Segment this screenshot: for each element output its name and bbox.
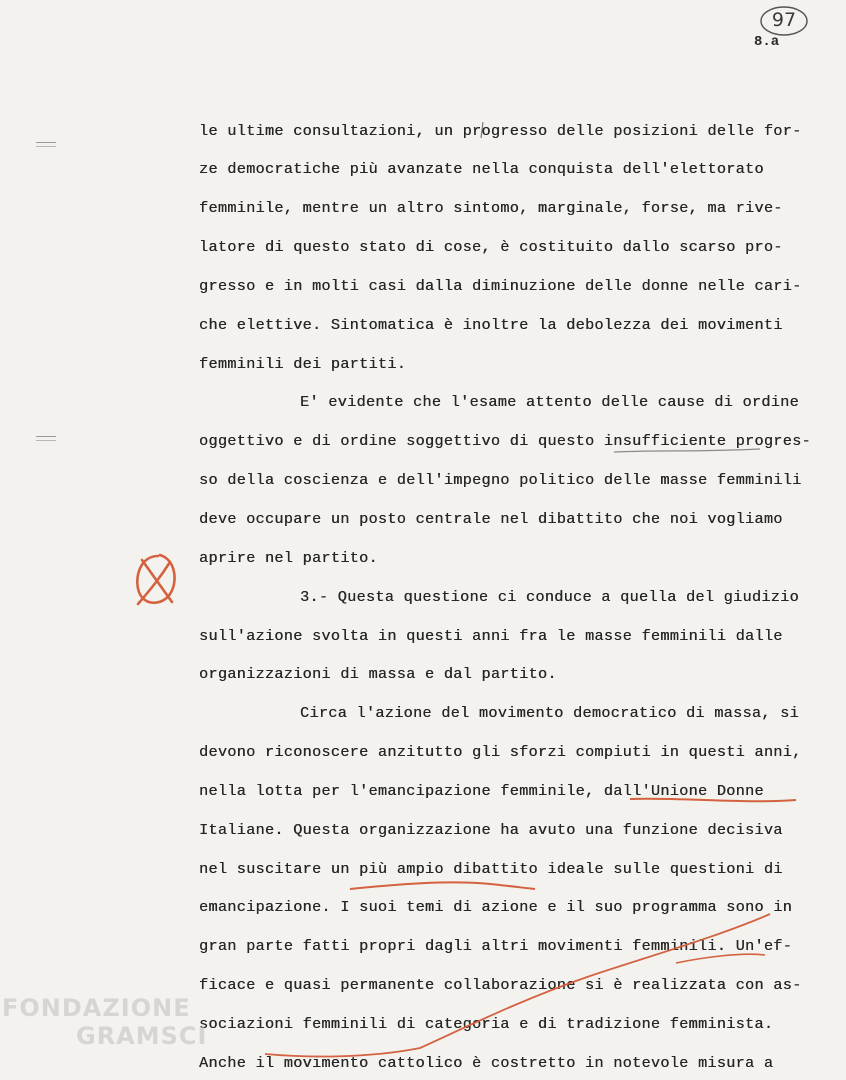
text-line: Anche il movimento cattolico è costretto in notevole misura a <box>199 1054 774 1072</box>
text-line: femminili dei partiti. <box>199 355 407 373</box>
text-line: le ultime consultazioni, un progresso delle posizioni delle for- <box>199 122 802 140</box>
text-line: so della coscienza e dell'impegno politico delle masse femminili <box>199 471 802 489</box>
watermark-text: GRAMSCI <box>76 1022 208 1050</box>
text-line: devono riconoscere anzitutto gli sforzi compiuti in questi anni, <box>199 743 802 761</box>
watermark-text: FONDAZIONE <box>2 994 191 1022</box>
circled-x-mark-icon <box>137 555 174 604</box>
text-line: ze democratiche più avanzate nella conquista dell'elettorato <box>199 160 764 178</box>
red-strike-realizzata <box>676 954 765 963</box>
page-number-text: 97 <box>771 9 797 31</box>
text-line: sociazioni femminili di categoria e di tradizione femminista. <box>199 1015 774 1033</box>
text-line: gran parte fatti propri dagli altri movimenti femminili. Un'ef- <box>199 937 793 955</box>
text-line: femminile, mentre un altro sintomo, marginale, forse, ma rive- <box>199 199 783 217</box>
margin-hole-mark <box>36 142 56 147</box>
red-underline-temi <box>350 882 535 889</box>
text-line: ficace e quasi permanente collaborazione si è realizzata con as- <box>199 976 802 994</box>
text-line: organizzazioni di massa e dal partito. <box>199 665 557 683</box>
margin-hole-mark <box>36 436 56 441</box>
text-line: gresso e in molti casi dalla diminuzione delle donne nelle cari- <box>199 277 802 295</box>
text-line: Circa l'azione del movimento democratico di massa, si <box>300 704 799 722</box>
text-line: nel suscitare un più ampio dibattito ideale sulle questioni di <box>199 860 783 878</box>
text-line: nella lotta per l'emancipazione femminile, dall'Unione Donne <box>199 782 764 800</box>
text-line: che elettive. Sintomatica è inoltre la debolezza dei movimenti <box>199 316 783 334</box>
section-heading-line: 3.- Questa questione ci conduce a quella del giudizio <box>300 588 799 606</box>
text-line: sull'azione svolta in questi anni fra le masse femminili dalle <box>199 627 783 645</box>
text-line: aprire nel partito. <box>199 549 378 567</box>
text-line: deve occupare un posto centrale nel dibattito che noi vogliamo <box>199 510 783 528</box>
archive-page-number <box>757 4 811 38</box>
text-line: oggettivo e di ordine soggettivo di questo insufficiente progres- <box>199 432 811 450</box>
text-line: emancipazione. I suoi temi di azione e il suo programma sono in <box>199 898 793 916</box>
foundation-watermark <box>0 990 206 1080</box>
text-line: Italiane. Questa organizzazione ha avuto una funzione decisiva <box>199 821 783 839</box>
text-line: latore di questo stato di cose, è costituito dallo scarso pro- <box>199 238 783 256</box>
sheet-reference: 8.a <box>754 34 780 50</box>
text-line: E' evidente che l'esame attento delle cause di ordine <box>300 393 799 411</box>
